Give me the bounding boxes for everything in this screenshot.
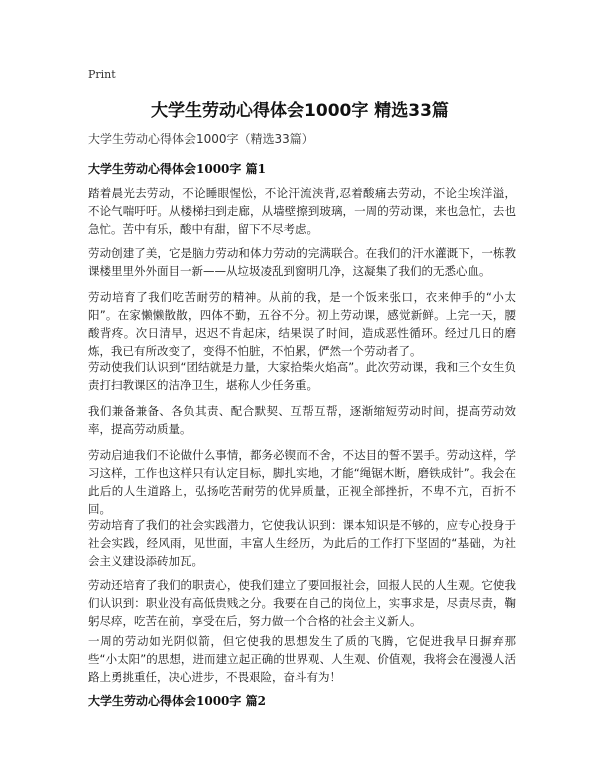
paragraph-6: 劳动启迪我们不论做什么事情，都务必锲而不舍，不达目的誓不罢手。劳动这样，学习这样，工作也这样只有认定目标，脚扎实地，才能“绳锯木断，磨铁成针”。我会在此后的人生道路上，弘扬吃苦耐劳的优异质量，正视全部挫折，不卑不亢，百折不回。 — [88, 448, 516, 516]
paragraph-2: 劳动创建了美，它是脑力劳动和体力劳动的完满联合。在我们的汗水灌溉下，一栋教课楼里里外外面目一新——从垃圾凌乱到窗明几净，这凝集了我们的无悉心血。 — [88, 246, 516, 278]
paragraph-5: 我们兼备兼备、各负其责、配合默契、互帮互帮，逐渐缩短劳动时间，提高劳动效率，提高劳动质量。 — [88, 404, 516, 436]
paragraph-1: 踏着晨光去劳动，不论睡眼惺忪，不论汗流浃背,忍着酸痛去劳动，不论尘埃洋溢，不论气喘吁吁。从楼梯扫到走廊，从墙壁擦到玻璃，一周的劳动课，来也急忙，去也急忙。苦中有乐，酸中有甜，留下不尽考虑。 — [88, 186, 516, 236]
paragraph-4: 劳动使我们认识到“团结就是力量，大家拾柴火焰高”。此次劳动课，我和三个女生负责打扫教课区的洁净卫生，堪称人少任务重。 — [88, 360, 516, 392]
document-subtitle: 大学生劳动心得体会1000字（精选33篇） — [88, 132, 314, 146]
paragraph-3: 劳动培育了我们吃苦耐劳的精神。从前的我，是一个饭来张口，衣来伸手的“小太阳”。在家懒懒散散，四体不勤，五谷不分。初上劳动课，感觉新鲜。上完一天，腰酸背疼。次日清早，迟迟不肯起床，结果误了时间，造成恶性循环。经过几日的磨炼，我已有所改变了，变得不怕脏，不怕累，俨然一个劳动者了。 — [88, 290, 516, 358]
print-label[interactable]: Print — [88, 68, 116, 81]
paragraph-8: 劳动还培育了我们的职责心，使我们建立了要回报社会，回报人民的人生观。它使我们认识到：职业没有高低贵贱之分。我要在自己的岗位上，实事求是，尽责尽责，鞠躬尽瘁，吃苦在前，享受在后，努力做一个合格的社会主义新人。 — [88, 578, 516, 628]
page-title: 大学生劳动心得体会1000字 精选33篇 — [151, 101, 449, 121]
paragraph-9: 一周的劳动如光阴似箭，但它使我的思想发生了质的飞腾，它促进我早日摒弃那些“小太阳”的思想，进而建立起正确的世界观、人生观、价值观，我将会在漫漫人活路上勇挑重任，决心进步，不畏艰险，奋斗有为！ — [88, 634, 516, 684]
paragraph-7: 劳动培育了我们的社会实践潜力，它使我认识到：课本知识是不够的，应专心投身于社会实践，经风雨，见世面，丰富人生经历，为此后的工作打下坚固的“基础，为社会主义建设添砖加瓦。 — [88, 518, 516, 568]
section-heading-2: 大学生劳动心得体会1000字 篇2 — [88, 694, 266, 708]
section-heading-1: 大学生劳动心得体会1000字 篇1 — [88, 162, 266, 176]
